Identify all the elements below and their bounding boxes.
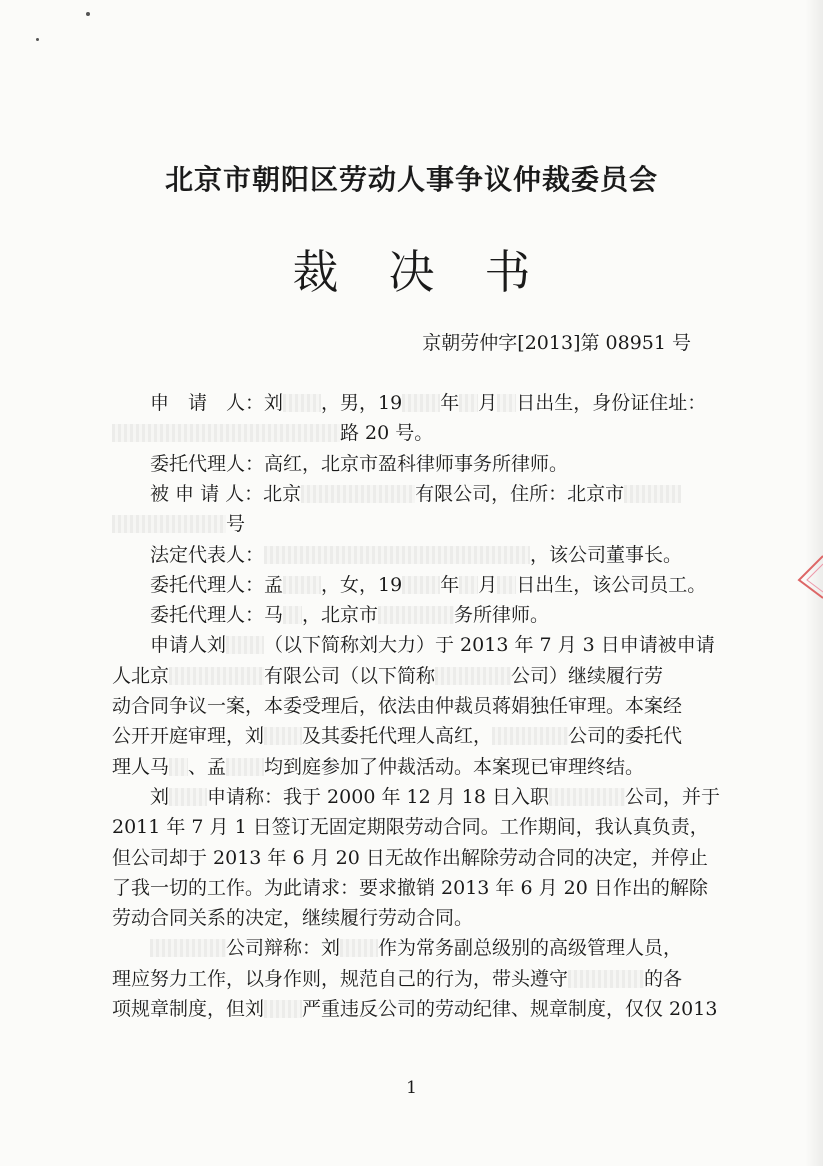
redacted-text (459, 576, 478, 594)
body-line: 公司辩称：刘 作为常务副总级别的高级管理人员， (112, 933, 730, 963)
document-title: 裁决书 (292, 245, 581, 299)
redacted-text (169, 667, 264, 685)
redacted-text (549, 788, 625, 806)
body-line: 劳动合同关系的决定，继续履行劳动合同。 (112, 907, 474, 930)
redacted-text (340, 939, 378, 957)
scan-speck (36, 38, 39, 41)
redacted-text (402, 576, 440, 594)
redacted-text (150, 939, 226, 957)
body-line: 被 申 请 人：北京 有限公司，住所：北京市 (112, 479, 730, 509)
body-line: 委托代理人：高红，北京市盈科律师事务所律师。 (150, 452, 569, 475)
redacted-text (497, 394, 516, 412)
redacted-text (226, 636, 264, 654)
redacted-text (264, 546, 530, 564)
document-number: 京朝劳仲字[2013]第 08951 号 (422, 332, 691, 354)
redacted-text (497, 576, 516, 594)
body-line: 号 (112, 509, 692, 539)
body-line: 但公司却于 2013 年 6 月 20 日无故作出解除劳动合同的决定，并停止 (112, 846, 708, 869)
body-line: 了我一切的工作。为此请求：要求撤销 2013 年 6 月 20 日作出的解除 (112, 876, 708, 899)
redacted-text (112, 515, 226, 533)
redacted-text (568, 970, 644, 988)
redacted-text (264, 1000, 302, 1018)
redacted-text (378, 606, 454, 624)
body-line: 路 20 号。 (112, 418, 692, 448)
body-line: 刘 申请称：我于 2000 年 12 月 18 日入职 公司，并于 (150, 785, 720, 808)
redacted-text (301, 485, 415, 503)
redacted-text (402, 394, 440, 412)
body-line: 申请人刘 （以下简称刘大力）于 2013 年 7 月 3 日申请被申请 (150, 634, 715, 657)
redacted-text (624, 485, 681, 503)
redacted-text (283, 606, 302, 624)
body-line: 项规章制度，但刘 严重违反公司的劳动纪律、规章制度，仅仅 2013 (112, 998, 718, 1020)
page-number: 1 (406, 1078, 417, 1098)
body-line: 人北京 有限公司（以下简称 公司）继续履行劳 (112, 664, 664, 687)
body-line: 动合同争议一案，本委受理后，依法由仲裁员蒋娟独任审理。本案经 (112, 695, 683, 717)
body-line: 委托代理人：马 ，北京市 务所律师。 (150, 604, 550, 627)
red-stamp-fragment (789, 552, 823, 602)
redacted-text (435, 667, 511, 685)
redacted-text (264, 727, 302, 745)
redacted-text (283, 576, 321, 594)
body-line: 法定代表人： ，该公司董事长。 (150, 543, 683, 566)
body-line: 委托代理人：孟 ，女，19 年 月 日出生，该公司员工。 (150, 573, 707, 596)
body-line: 2011 年 7 月 1 日签订无固定期限劳动合同。工作期间，我认真负责， (112, 816, 709, 839)
body-line: 理人马 、孟 均到庭参加了仲裁活动。本案现已审理终结。 (112, 755, 645, 778)
body-line: 申 请 人：刘 ，男，19 年 月 日出生，身份证住址： (150, 392, 707, 414)
redacted-text (169, 788, 207, 806)
body-line: 理应努力工作，以身作则，规范自己的行为，带头遵守 的各 (112, 967, 683, 990)
issuing-organization: 北京市朝阳区劳动人事争议仲裁委员会 (164, 163, 658, 196)
redacted-text (492, 727, 568, 745)
scan-speck (86, 12, 90, 16)
body-line: 公开开庭审理，刘 及其委托代理人高红， 公司的委托代 (112, 725, 683, 748)
redacted-text (226, 758, 264, 776)
redacted-text (459, 394, 478, 412)
redacted-text (283, 394, 321, 412)
redacted-text (169, 758, 188, 776)
redacted-text (112, 424, 340, 442)
